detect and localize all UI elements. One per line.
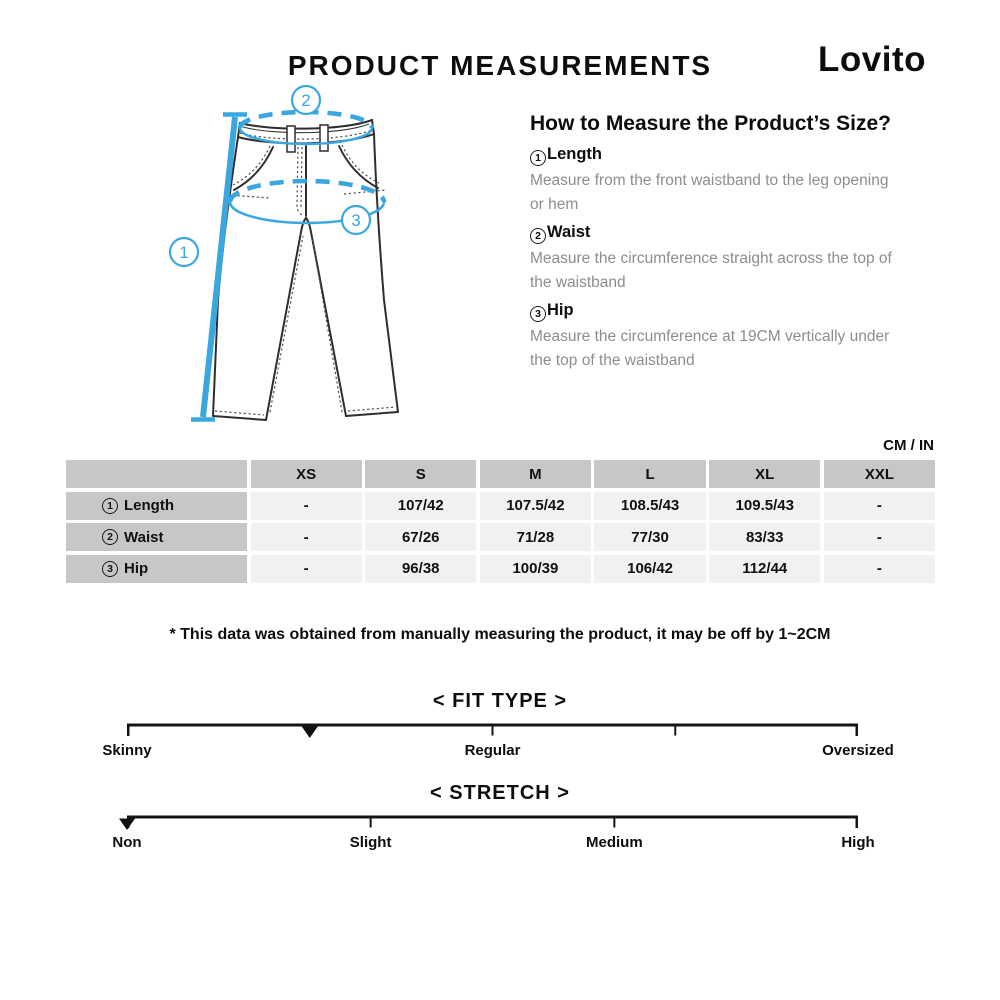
left-pocket	[234, 147, 273, 190]
value-cell: 71/28	[480, 523, 591, 551]
pants-diagram	[150, 85, 490, 440]
measure-item-waist	[530, 223, 902, 244]
col-header-xl: XL	[709, 460, 820, 488]
value-cell: 109.5/43	[709, 492, 820, 520]
measure-item-length	[530, 145, 902, 166]
row-label-hip	[66, 555, 247, 583]
measure-item-name: Waist	[547, 223, 591, 242]
belt-loop	[320, 125, 328, 151]
stretch-marker	[119, 819, 135, 831]
value-cell: 108.5/43	[594, 492, 705, 520]
value-cell: -	[251, 555, 362, 583]
value-cell: 96/38	[365, 555, 476, 583]
row-label-length	[66, 492, 247, 520]
marker-1	[170, 238, 198, 266]
measurement-overlays	[170, 86, 384, 420]
how-to-items	[530, 145, 902, 372]
marker-3	[342, 206, 370, 234]
value-cell: -	[824, 523, 935, 551]
measure-item-desc: Measure from the front waistband to the leg opening or hem	[530, 172, 889, 213]
size-table	[66, 460, 935, 583]
row-label-text: Length	[124, 497, 174, 514]
brand-logo: Lovito	[818, 40, 926, 79]
row-label-text: Hip	[124, 560, 149, 577]
stretch-label-non: Non	[112, 834, 142, 851]
value-cell: 77/30	[594, 523, 705, 551]
stretch-label-slight: Slight	[349, 834, 392, 851]
stretch-label-medium: Medium	[586, 834, 643, 851]
col-header-xxl: XXL	[824, 460, 935, 488]
circled-number: 1	[530, 150, 546, 166]
value-cell: -	[824, 555, 935, 583]
stretch-label-high: High	[841, 834, 875, 851]
measure-item-hip	[530, 301, 902, 322]
col-header-xs: XS	[251, 460, 362, 488]
fit-type-label-oversized: Oversized	[822, 742, 894, 759]
col-header-l: L	[594, 460, 705, 488]
fit-type-label-regular: Regular	[464, 742, 521, 759]
value-cell: 100/39	[480, 555, 591, 583]
row-label-waist	[66, 523, 247, 551]
measurement-note: * This data was obtained from manually measuring the product, it may be off by 1~2CM	[169, 626, 831, 643]
measure-item-desc: Measure the circumference at 19CM vertically under the top of the waistband	[530, 328, 890, 369]
marker-1-number: 1	[179, 243, 189, 262]
value-cell: 107/42	[365, 492, 476, 520]
circled-number: 3	[102, 561, 118, 577]
fit-type-title: < FIT TYPE >	[432, 690, 568, 712]
unit-label: CM / IN	[883, 437, 934, 454]
belt-loop	[287, 126, 295, 152]
how-to-section	[530, 112, 902, 372]
col-header-s: S	[365, 460, 476, 488]
value-cell: 107.5/42	[480, 492, 591, 520]
value-cell: 112/44	[709, 555, 820, 583]
measure-item-name: Length	[547, 145, 602, 163]
measure-item-desc: Measure the circumference straight across the top of the waistband	[530, 250, 892, 291]
col-header-m: M	[480, 460, 591, 488]
fit-type-marker	[302, 727, 318, 739]
circled-number: 1	[102, 498, 118, 514]
page-title: PRODUCT MEASUREMENTS	[287, 50, 713, 81]
marker-3-number: 3	[351, 211, 361, 230]
measure-item-name: Hip	[547, 301, 574, 320]
how-to-title: How to Measure the Product’s Size?	[530, 112, 891, 135]
row-label-text: Waist	[124, 528, 164, 546]
value-cell: -	[251, 492, 362, 520]
circled-number: 2	[530, 228, 546, 244]
value-cell: 67/26	[365, 523, 476, 551]
value-cell: -	[824, 492, 935, 520]
fit-type-label-skinny: Skinny	[102, 742, 152, 759]
circled-number: 2	[102, 529, 118, 545]
pants-outline	[213, 120, 398, 420]
circled-number: 3	[530, 306, 546, 322]
marker-2-number: 2	[301, 91, 311, 110]
value-cell: -	[251, 523, 362, 551]
table-corner-cell	[66, 460, 247, 488]
stretch-title: < STRETCH >	[430, 782, 570, 804]
marker-2	[292, 86, 320, 114]
fit-type-scale	[0, 690, 1000, 778]
value-cell: 83/33	[709, 523, 820, 551]
length-measure-line	[191, 115, 247, 420]
value-cell: 106/42	[594, 555, 705, 583]
stretch-scale	[0, 782, 1000, 870]
